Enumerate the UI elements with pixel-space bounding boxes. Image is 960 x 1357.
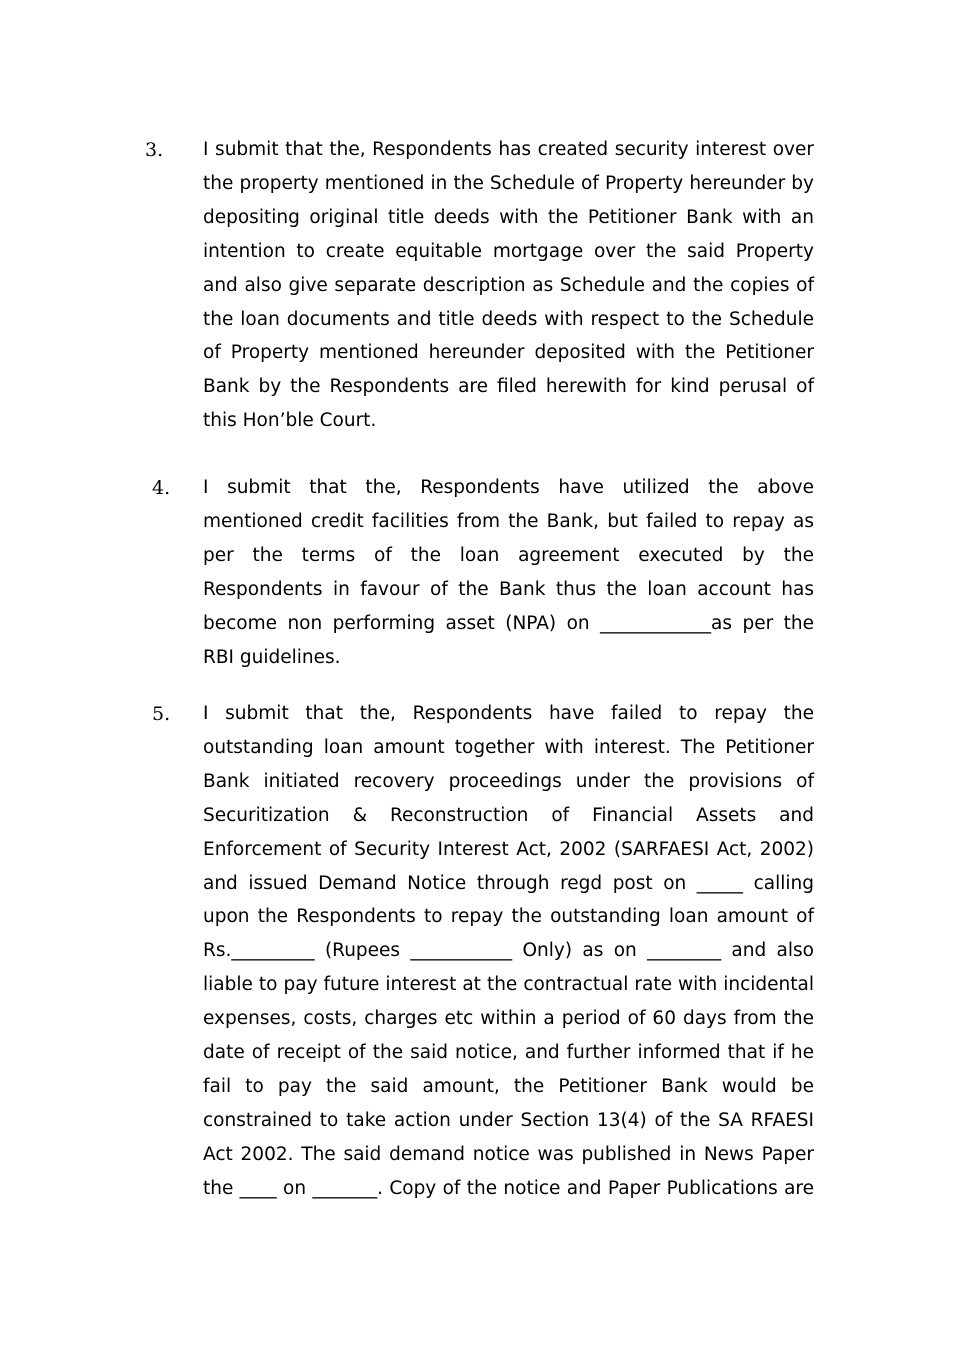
- paragraph-text: I submit that the, Respondents has created security interest over the property mentioned in the Schedule of Property hereunder by depositing original title deeds with the Petitioner Bank with an intention to create equitable mortgage over the said Property and also give separate description as Schedule and the copies of the loan documents and title deeds with respect to the Schedule of Property mentioned hereunder deposited with the Petitioner Bank by the Respondents are filed herewith for kind perusal of this Hon’ble Court.: [203, 139, 814, 432]
- paragraph-number: 3.: [145, 139, 164, 161]
- paragraph-text: I submit that the, Respondents have utilized the above mentioned credit facilities from the Bank, but failed to repay as per the terms of the loan agreement executed by the Respondents in favour of the Bank thus the loan account has become non performing asset (NPA) on ____________as per the RBI guidelines.: [203, 477, 814, 668]
- paragraph-number: 4.: [152, 477, 171, 499]
- paragraph-number: 5.: [152, 703, 171, 725]
- paragraph-text: I submit that the, Respondents have failed to repay the outstanding loan amount together with interest. The Petitioner Bank initiated recovery proceedings under the provisions of Securitization & Reconstruction of Financial Assets and Enforcement of Security Interest Act, 2002 (SARFAESI Act, 2002) and issued Demand Notice through regd post on _____ calling upon the Respondents to repay the outstanding loan amount of Rs._________ (Rupees ___________ Only) as on ________ and also liable to pay future interest at the contractual rate with incidental expenses, costs, charges etc within a period of 60 days from the date of receipt of the said notice, and further informed that if he fail to pay the said amount, the Petitioner Bank would be constrained to take action under Section 13(4) of the SA RFAESI Act 2002. The said demand notice was published in News Paper the ____ on _______. Copy of the notice and Paper Publications are: [203, 703, 814, 1199]
